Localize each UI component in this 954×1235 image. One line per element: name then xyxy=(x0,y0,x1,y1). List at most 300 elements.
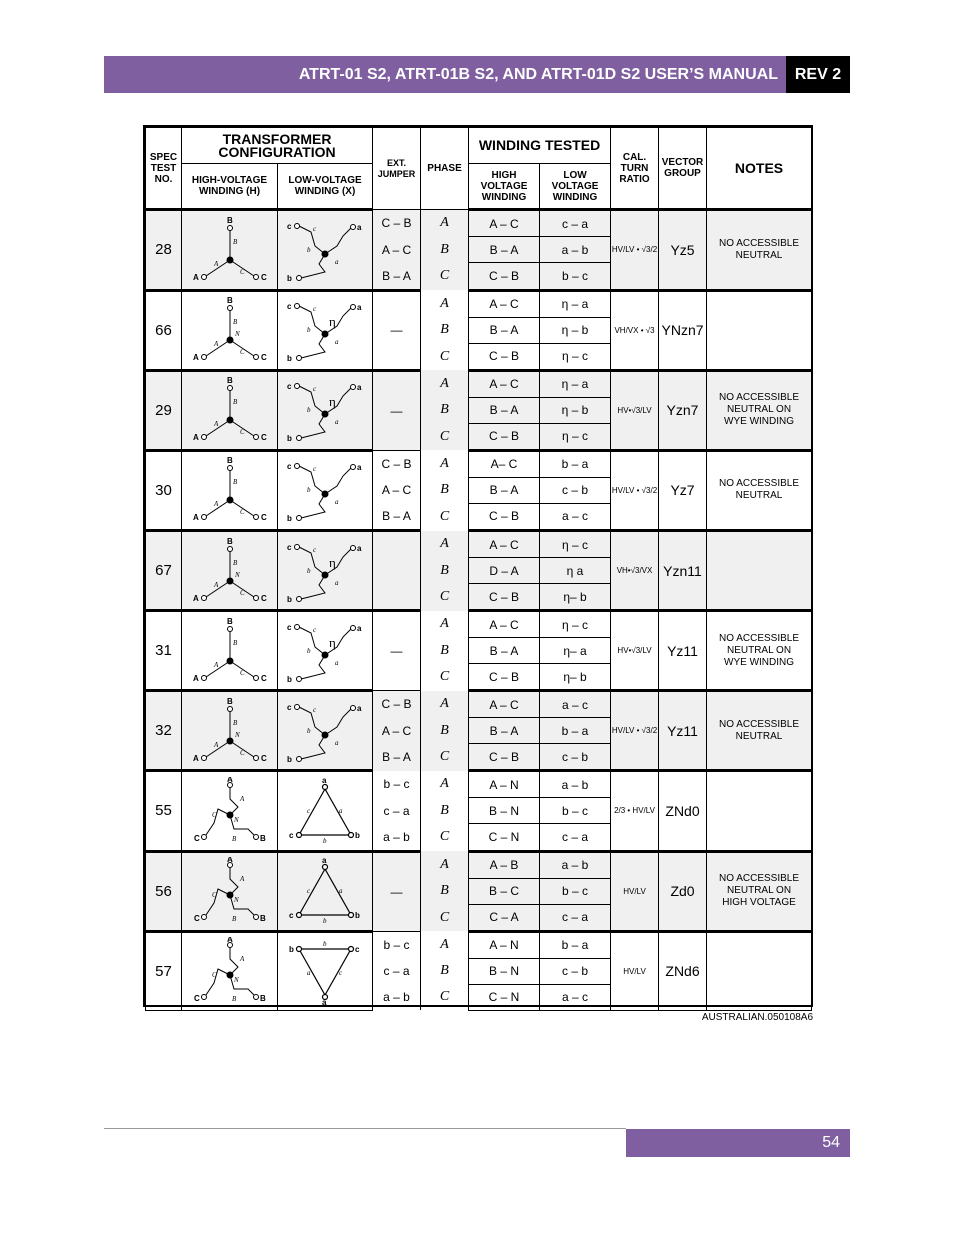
lv-winding-tested: η– b xyxy=(540,664,611,691)
notes xyxy=(707,771,812,852)
phase: C xyxy=(421,343,469,370)
svg-text:C: C xyxy=(239,508,245,517)
svg-text:c: c xyxy=(313,385,317,393)
lv-winding-tested: c – a xyxy=(540,904,611,931)
lv-winding-tested: η – a xyxy=(540,290,611,317)
svg-text:c: c xyxy=(339,969,343,977)
ext-jumper: C – B xyxy=(373,210,421,237)
low-voltage-header: LOW VOLTAGE WINDING xyxy=(540,164,611,210)
notes: NO ACCESSIBLE NEUTRAL ON WYE WINDING xyxy=(707,611,812,691)
svg-text:a: a xyxy=(322,857,327,865)
svg-text:B: B xyxy=(232,718,237,727)
svg-text:A: A xyxy=(192,353,199,362)
hv-winding-tested: B – A xyxy=(469,638,540,664)
svg-text:a: a xyxy=(357,543,362,553)
hv-winding-tested: C – B xyxy=(469,664,540,691)
svg-text:B: B xyxy=(226,376,233,385)
svg-text:B: B xyxy=(226,696,233,706)
hv-winding-tested: B – A xyxy=(469,477,540,503)
vector-group: Yzn7 xyxy=(659,370,707,450)
ext-jumper: c – a xyxy=(373,798,421,824)
vector-group: Zd0 xyxy=(659,851,707,931)
ext-jumper: b – c xyxy=(373,931,421,958)
svg-text:C: C xyxy=(260,513,267,523)
lv-winding-tested: η– a xyxy=(540,638,611,664)
svg-text:a: a xyxy=(357,623,362,633)
ext-jumper: B – A xyxy=(373,503,421,531)
zigzag-winding-diagram xyxy=(285,617,365,685)
svg-text:C: C xyxy=(211,971,217,979)
phase: A xyxy=(421,290,469,317)
hv-winding-tested: B – N xyxy=(469,798,540,824)
wye-winding-diagram xyxy=(190,216,270,284)
lv-winding-tested: c – a xyxy=(540,210,611,237)
lv-winding-tested: a – c xyxy=(540,503,611,531)
lv-winding-diagram-cell xyxy=(278,771,373,852)
lv-winding-tested: a – c xyxy=(540,691,611,718)
vector-group: YNzn7 xyxy=(659,290,707,370)
svg-text:A: A xyxy=(213,580,218,589)
svg-text:b: b xyxy=(323,940,327,948)
hv-winding-diagram-cell xyxy=(182,611,278,691)
svg-text:B: B xyxy=(232,237,237,246)
cal-turn-ratio: HV/LV xyxy=(611,851,659,931)
svg-text:b: b xyxy=(307,566,311,575)
spec-test-no: 67 xyxy=(146,531,182,611)
ext-jumper: c – a xyxy=(373,958,421,984)
svg-text:B: B xyxy=(232,398,237,406)
svg-text:C: C xyxy=(260,272,267,282)
notes-header: NOTES xyxy=(707,128,812,210)
svg-text:b: b xyxy=(287,514,292,524)
svg-text:A: A xyxy=(213,420,218,428)
lv-winding-tested: b – a xyxy=(540,450,611,477)
lv-winding-header: LOW-VOLTAGE WINDING (X) xyxy=(278,164,373,210)
lv-winding-diagram-cell xyxy=(278,611,373,691)
lv-winding-tested: η – c xyxy=(540,531,611,558)
lv-winding-tested: b – a xyxy=(540,931,611,958)
phase: B xyxy=(421,638,469,664)
svg-text:N: N xyxy=(233,896,239,904)
hv-winding-tested: A – C xyxy=(469,691,540,718)
hv-winding-tested: B – A xyxy=(469,237,540,263)
svg-text:c: c xyxy=(313,465,317,474)
svg-text:A: A xyxy=(213,740,218,749)
notes: NO ACCESSIBLE NEUTRAL xyxy=(707,450,812,531)
svg-text:b: b xyxy=(287,674,292,684)
lv-winding-tested: c – b xyxy=(540,958,611,984)
cal-turn-ratio: HV/LV • √3/2 xyxy=(611,450,659,531)
svg-text:b: b xyxy=(287,434,292,443)
svg-text:c: c xyxy=(287,542,292,552)
svg-text:b: b xyxy=(287,354,292,363)
svg-text:C: C xyxy=(239,348,245,356)
spec-test-no: 28 xyxy=(146,210,182,291)
svg-text:C: C xyxy=(239,267,245,276)
phase: C xyxy=(421,904,469,931)
hv-winding-diagram-cell xyxy=(182,931,278,1010)
vector-group: ZNd0 xyxy=(659,771,707,852)
page-number: 54 xyxy=(626,1129,850,1157)
svg-text:B: B xyxy=(226,536,233,546)
svg-text:b: b xyxy=(307,326,311,334)
svg-text:b: b xyxy=(307,486,311,495)
phase: A xyxy=(421,771,469,798)
svg-text:C: C xyxy=(260,353,267,362)
lv-winding-tested: η – b xyxy=(540,397,611,423)
svg-text:η: η xyxy=(329,314,336,329)
zigzag-winding-diagram xyxy=(285,296,365,364)
vector-group: Yz7 xyxy=(659,450,707,531)
ext-jumper: — xyxy=(373,851,421,931)
lv-winding-diagram-cell xyxy=(278,290,373,370)
wye-winding-diagram xyxy=(190,537,270,605)
manual-title: ATRT-01 S2, ATRT-01B S2, AND ATRT-01D S2 USER’S MANUAL xyxy=(104,56,786,93)
svg-text:N: N xyxy=(234,330,240,338)
lv-winding-tested: c – b xyxy=(540,744,611,771)
svg-text:c: c xyxy=(307,887,311,895)
hv-winding-diagram-cell xyxy=(182,851,278,931)
page-header xyxy=(104,56,850,93)
table-row xyxy=(146,370,812,397)
delta-winding-diagram xyxy=(285,777,365,845)
zigzag-winding-diagram xyxy=(285,697,365,765)
lv-winding-tested: b – c xyxy=(540,798,611,824)
wye-winding-diagram xyxy=(190,697,270,765)
phase: B xyxy=(421,718,469,744)
hv-winding-tested: C – B xyxy=(469,423,540,450)
phase: B xyxy=(421,397,469,423)
hv-winding-tested: C – B xyxy=(469,744,540,771)
svg-text:B: B xyxy=(232,638,237,647)
zigzag-winding-diagram xyxy=(285,456,365,524)
svg-text:N: N xyxy=(234,570,240,579)
svg-text:N: N xyxy=(234,730,240,739)
zigzag-winding-diagram xyxy=(285,537,365,605)
hv-winding-tested: C – B xyxy=(469,343,540,370)
hv-winding-header: HIGH-VOLTAGE WINDING (H) xyxy=(182,164,278,210)
ext-jumper: A – C xyxy=(373,718,421,744)
hv-winding-diagram-cell xyxy=(182,531,278,611)
phase: C xyxy=(421,664,469,691)
svg-text:C: C xyxy=(193,914,200,923)
phase: C xyxy=(421,263,469,291)
spec-test-no: 30 xyxy=(146,450,182,531)
svg-text:B: B xyxy=(226,616,233,626)
phase: B xyxy=(421,798,469,824)
svg-text:A: A xyxy=(192,753,199,763)
delta-inverted-winding-diagram xyxy=(285,937,365,1005)
ext-jumper: A – C xyxy=(373,477,421,503)
svg-text:N: N xyxy=(233,976,239,984)
svg-text:C: C xyxy=(239,748,245,757)
svg-text:C: C xyxy=(260,593,267,603)
hv-winding-tested: A – N xyxy=(469,931,540,958)
svg-text:c: c xyxy=(313,305,317,313)
phase-header: PHASE xyxy=(421,128,469,210)
table-row xyxy=(146,210,812,237)
svg-text:A: A xyxy=(239,955,244,963)
hv-winding-tested: B – A xyxy=(469,718,540,744)
hv-winding-tested: C – B xyxy=(469,503,540,531)
hv-winding-tested: C – N xyxy=(469,824,540,852)
hv-winding-tested: C – B xyxy=(469,263,540,291)
svg-text:c: c xyxy=(307,806,311,815)
ext-jumper: — xyxy=(373,611,421,691)
svg-text:b: b xyxy=(323,917,327,925)
spec-test-no: 31 xyxy=(146,611,182,691)
cal-turn-ratio: 2/3 • HV/LV xyxy=(611,771,659,852)
table-row xyxy=(146,531,812,558)
lv-winding-tested: η – c xyxy=(540,611,611,638)
svg-text:C: C xyxy=(260,753,267,763)
svg-text:a: a xyxy=(335,418,339,426)
svg-text:A: A xyxy=(226,776,233,784)
svg-text:a: a xyxy=(357,463,362,473)
lv-winding-tested: a – b xyxy=(540,771,611,798)
svg-text:A: A xyxy=(192,593,199,603)
notes: NO ACCESSIBLE NEUTRAL xyxy=(707,691,812,771)
svg-text:a: a xyxy=(335,658,339,667)
svg-text:A: A xyxy=(192,433,199,442)
phase: B xyxy=(421,558,469,584)
lv-winding-tested: η– b xyxy=(540,584,611,611)
lv-winding-diagram-cell xyxy=(278,370,373,450)
phase: A xyxy=(421,531,469,558)
svg-text:η: η xyxy=(329,394,336,409)
phase: A xyxy=(421,851,469,878)
hv-winding-tested: A – C xyxy=(469,611,540,638)
phase: C xyxy=(421,984,469,1010)
svg-text:C: C xyxy=(260,673,267,683)
zigzag-winding-diagram xyxy=(285,376,365,444)
svg-text:a: a xyxy=(322,776,327,785)
phase: A xyxy=(421,450,469,477)
lv-winding-tested: η – a xyxy=(540,370,611,397)
hv-winding-tested: B – C xyxy=(469,878,540,904)
hv-winding-tested: C – A xyxy=(469,904,540,931)
ext-jumper: b – c xyxy=(373,771,421,798)
svg-text:b: b xyxy=(287,754,292,764)
phase: A xyxy=(421,691,469,718)
phase: A xyxy=(421,210,469,237)
table-row xyxy=(146,450,812,477)
svg-text:c: c xyxy=(287,382,292,391)
svg-text:A: A xyxy=(213,500,218,509)
lv-winding-diagram-cell xyxy=(278,531,373,611)
svg-text:a: a xyxy=(335,738,339,747)
svg-text:B: B xyxy=(232,478,237,487)
hv-winding-tested: A – C xyxy=(469,290,540,317)
cal-turn-ratio: HV/LV xyxy=(611,931,659,1010)
svg-text:c: c xyxy=(287,221,292,231)
svg-text:a: a xyxy=(339,806,343,815)
svg-text:A: A xyxy=(226,857,233,864)
cal-turn-ratio: VH•√3/VX xyxy=(611,531,659,611)
svg-text:a: a xyxy=(322,998,327,1005)
ext-jumper: B – A xyxy=(373,263,421,291)
svg-text:η: η xyxy=(329,554,336,570)
revision-badge: REV 2 xyxy=(786,56,850,93)
phase: B xyxy=(421,317,469,343)
svg-text:B: B xyxy=(259,994,266,1003)
lv-winding-tested: η – b xyxy=(540,317,611,343)
vector-group-table xyxy=(143,125,813,1007)
svg-text:C: C xyxy=(211,891,217,899)
cal-turn-ratio-header: CAL. TURN RATIO xyxy=(611,128,659,210)
hv-winding-tested: B – A xyxy=(469,397,540,423)
cal-turn-ratio: VH/VX • √3 xyxy=(611,290,659,370)
svg-text:c: c xyxy=(313,224,317,233)
phase: C xyxy=(421,503,469,531)
phase: C xyxy=(421,584,469,611)
spec-test-no: 55 xyxy=(146,771,182,852)
zigzag-winding-diagram xyxy=(285,216,365,284)
hv-winding-tested: C – N xyxy=(469,984,540,1010)
lv-winding-diagram-cell xyxy=(278,851,373,931)
hv-winding-tested: A – C xyxy=(469,210,540,237)
svg-text:b: b xyxy=(355,830,360,840)
notes: NO ACCESSIBLE NEUTRAL xyxy=(707,210,812,291)
svg-text:B: B xyxy=(231,995,236,1003)
zigzag-hv-winding-diagram xyxy=(190,857,270,925)
svg-text:c: c xyxy=(313,545,317,554)
svg-text:B: B xyxy=(231,834,236,843)
config-header: TRANSFORMER CONFIGURATION xyxy=(182,128,373,164)
svg-text:A: A xyxy=(192,513,199,523)
svg-text:B: B xyxy=(259,833,266,843)
svg-text:b: b xyxy=(287,273,292,283)
notes xyxy=(707,931,812,1010)
svg-text:C: C xyxy=(260,433,267,442)
hv-winding-tested: C – B xyxy=(469,584,540,611)
svg-text:A: A xyxy=(239,875,244,883)
spec-test-no: 32 xyxy=(146,691,182,771)
lv-winding-tested: a – c xyxy=(540,984,611,1010)
vector-group-header: VECTOR GROUP xyxy=(659,128,707,210)
lv-winding-diagram-cell xyxy=(278,931,373,1010)
wye-winding-diagram xyxy=(190,456,270,524)
hv-winding-tested: B – N xyxy=(469,958,540,984)
phase: B xyxy=(421,878,469,904)
lv-winding-diagram-cell xyxy=(278,691,373,771)
lv-winding-tested: η a xyxy=(540,558,611,584)
ext-jumper: C – B xyxy=(373,450,421,477)
svg-text:b: b xyxy=(355,911,360,920)
ext-jumper: a – b xyxy=(373,824,421,852)
svg-text:b: b xyxy=(307,726,311,735)
svg-text:c: c xyxy=(287,622,292,632)
phase: A xyxy=(421,931,469,958)
svg-text:a: a xyxy=(335,498,339,507)
hv-winding-diagram-cell xyxy=(182,450,278,531)
svg-text:a: a xyxy=(357,222,362,232)
svg-text:A: A xyxy=(226,937,233,944)
notes xyxy=(707,290,812,370)
spec-test-no: 66 xyxy=(146,290,182,370)
lv-winding-tested: a – b xyxy=(540,237,611,263)
spec-header: SPEC TEST NO. xyxy=(146,128,182,210)
hv-winding-diagram-cell xyxy=(182,290,278,370)
hv-winding-tested: D – A xyxy=(469,558,540,584)
ext-jumper: A – C xyxy=(373,237,421,263)
svg-text:b: b xyxy=(323,836,327,845)
table-row xyxy=(146,771,812,798)
svg-text:a: a xyxy=(335,578,339,587)
table-row xyxy=(146,691,812,718)
svg-text:b: b xyxy=(289,945,294,954)
spec-test-no: 56 xyxy=(146,851,182,931)
lv-winding-tested: b – c xyxy=(540,878,611,904)
drawing-id: AUSTRALIAN.050108A6 xyxy=(701,1012,813,1023)
svg-text:b: b xyxy=(307,406,311,414)
hv-winding-tested: A – C xyxy=(469,531,540,558)
svg-text:B: B xyxy=(226,456,233,466)
svg-text:A: A xyxy=(192,272,199,282)
vector-group: Yz11 xyxy=(659,691,707,771)
phase: B xyxy=(421,477,469,503)
spec-test-no: 29 xyxy=(146,370,182,450)
svg-text:a: a xyxy=(357,703,362,713)
svg-text:B: B xyxy=(232,558,237,567)
svg-text:a: a xyxy=(357,303,362,312)
svg-text:η: η xyxy=(329,634,336,650)
lv-winding-tested: η – c xyxy=(540,423,611,450)
phase: B xyxy=(421,237,469,263)
lv-winding-tested: b – a xyxy=(540,718,611,744)
winding-tested-header: WINDING TESTED xyxy=(469,128,611,164)
notes: NO ACCESSIBLE NEUTRAL ON HIGH VOLTAGE xyxy=(707,851,812,931)
phase: A xyxy=(421,611,469,638)
svg-text:c: c xyxy=(287,462,292,472)
hv-winding-diagram-cell xyxy=(182,771,278,852)
phase: C xyxy=(421,423,469,450)
vector-group: Yzn11 xyxy=(659,531,707,611)
ext-jumper: — xyxy=(373,370,421,450)
svg-text:b: b xyxy=(287,594,292,604)
zigzag-hv-winding-diagram xyxy=(190,777,270,845)
notes: NO ACCESSIBLE NEUTRAL ON WYE WINDING xyxy=(707,370,812,450)
hv-winding-diagram-cell xyxy=(182,691,278,771)
hv-winding-tested: A – B xyxy=(469,851,540,878)
svg-text:C: C xyxy=(239,668,245,677)
lv-winding-tested: b – c xyxy=(540,263,611,291)
lv-winding-tested: c – a xyxy=(540,824,611,852)
cal-turn-ratio: HV/LV • √3/2 xyxy=(611,210,659,291)
notes xyxy=(707,531,812,611)
svg-text:c: c xyxy=(287,302,292,311)
vector-group: Yz5 xyxy=(659,210,707,291)
svg-text:b: b xyxy=(307,245,311,254)
svg-text:A: A xyxy=(239,794,244,803)
ext-jumper: — xyxy=(373,290,421,370)
vector-group: Yz11 xyxy=(659,611,707,691)
svg-text:A: A xyxy=(213,340,218,348)
ext-jumper-header: EXT. JUMPER xyxy=(373,128,421,210)
svg-text:a: a xyxy=(335,257,339,266)
svg-text:c: c xyxy=(313,625,317,634)
svg-text:a: a xyxy=(357,383,362,392)
ext-jumper xyxy=(373,531,421,611)
lv-winding-tested: η – c xyxy=(540,343,611,370)
table-row xyxy=(146,290,812,317)
svg-text:c: c xyxy=(289,911,294,920)
svg-text:C: C xyxy=(239,588,245,597)
svg-text:A: A xyxy=(192,673,199,683)
wye-winding-diagram xyxy=(190,617,270,685)
cal-turn-ratio: HV•√3/LV xyxy=(611,611,659,691)
hv-winding-tested: A– C xyxy=(469,450,540,477)
